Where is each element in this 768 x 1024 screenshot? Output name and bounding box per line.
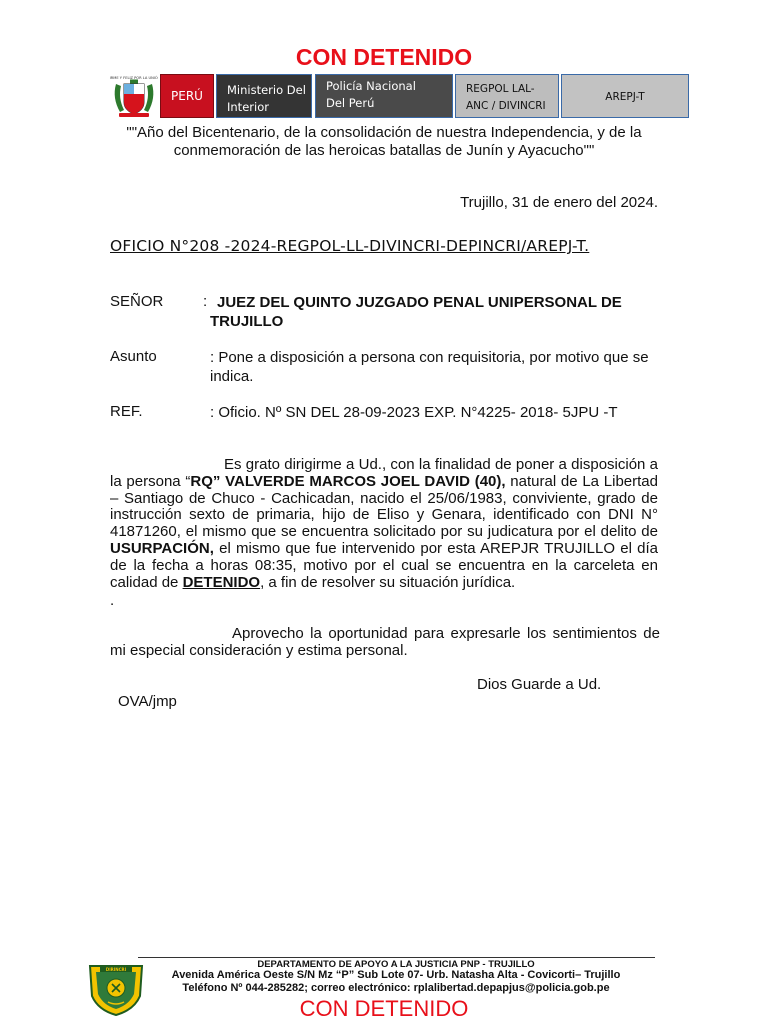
body-person-name: RQ” VALVERDE MARCOS JOEL DAVID (40), (190, 472, 506, 490)
body-status: DETENIDO (182, 573, 261, 591)
body-paragraph (110, 457, 658, 591)
header-regpol-line1: REGPOL LAL- (466, 83, 535, 95)
header-regpol (455, 74, 559, 118)
asunto-value: : Pone a disposición a persona con requisitoria, por motivo que se indica. (210, 349, 649, 385)
header-peru (160, 74, 214, 118)
header-peru-label: PERÚ (171, 89, 203, 103)
footer-telephone: Teléfono Nº 044-285282; correo electrónico: rplalibertad.depapjus@policia.gob.pe (182, 982, 610, 994)
header-policia-line2: Del Perú (326, 96, 375, 110)
header-policia-line1: Policía Nacional (326, 79, 416, 93)
body-text-2: natural de La Libertad – Santiago de Chuco - Cachicadan, nacido el 25/06/1983, conviviente, grado de instrucción sexto de primaria, hijo de Eliso y Genara, identificado con DNI N° 41871260, el mismo que se encuentra solicitado por su judicatura por el delito de (110, 472, 658, 541)
year-motto-line2: conmemoración de las heroicas batallas de Junín y Ayacucho"" (173, 142, 595, 159)
senor-colon: : (203, 293, 208, 310)
bottom-title: CON DETENIDO (299, 996, 469, 1021)
ref-label: REF. (110, 403, 143, 420)
institutional-header (110, 74, 690, 120)
header-ministerio-line2: Interior (227, 100, 269, 114)
crest-motto: FIRME Y FELIZ POR LA UNIÓN (110, 76, 158, 80)
ref-value: : Oficio. Nº SN DEL 28-09-2023 EXP. N°4225- 2018- 5JPU -T (210, 404, 618, 421)
footer-department: DEPARTAMENTO DE APOYO A LA JUSTICIA PNP - TRUJILLO (257, 959, 535, 970)
top-title: CON DETENIDO (295, 44, 473, 70)
oficio-number: OFICIO N°208 -2024-REGPOL-LL-DIVINCRI-DEPINCRI/AREPJ-T. (110, 237, 590, 255)
footer-address: Avenida América Oeste S/N Mz “P” Sub Lote 07- Urb. Natasha Alta - Covicorti– Trujillo (171, 969, 621, 981)
year-motto-line1: ""Año del Bicentenario, de la consolidación de nuestra Independencia, y de la (126, 124, 642, 141)
body-text-3: el mismo que fue intervenido por esta AREPJR TRUJILLO el día de la fecha a horas 08:35, motivo por el cual se encuentra en la carceleta en calidad de (110, 539, 658, 591)
header-ministerio-line1: Ministerio Del (227, 83, 306, 97)
dios-guarde: Dios Guarde a Ud. (477, 676, 602, 693)
body-dot: . (110, 592, 115, 609)
header-regpol-line2: ANC / DIVINCRI (466, 100, 546, 112)
senor-value-line1: JUEZ DEL QUINTO JUZGADO PENAL UNIPERSONAL DE (217, 294, 622, 311)
header-policia (315, 74, 453, 118)
body-text-1: Es grato dirigirme a Ud., con la finalidad de poner a disposición a la persona “ (110, 456, 658, 490)
body-crime: USURPACIÓN, (110, 539, 214, 557)
closing-paragraph (110, 625, 660, 659)
initials: OVA/jmp (118, 693, 177, 710)
asunto-label: Asunto (110, 348, 157, 365)
date-line: Trujillo, 31 de enero del 2024. (460, 194, 658, 211)
senor-label: SEÑOR (110, 293, 164, 310)
body-text-4: , a fin de resolver su situación jurídica. (260, 573, 516, 591)
closing-text: Aprovecho la oportunidad para expresarle los sentimientos de mi especial consideración y estima personal. (110, 625, 660, 659)
peru-coat-of-arms-icon (110, 74, 158, 120)
header-arepj-label: AREPJ-T (605, 91, 645, 103)
header-arepj (561, 74, 689, 118)
header-ministerio (216, 74, 312, 118)
badge-label: DIRINCRI (105, 967, 127, 973)
senor-value-line2: TRUJILLO (210, 313, 284, 330)
year-motto (100, 124, 668, 160)
